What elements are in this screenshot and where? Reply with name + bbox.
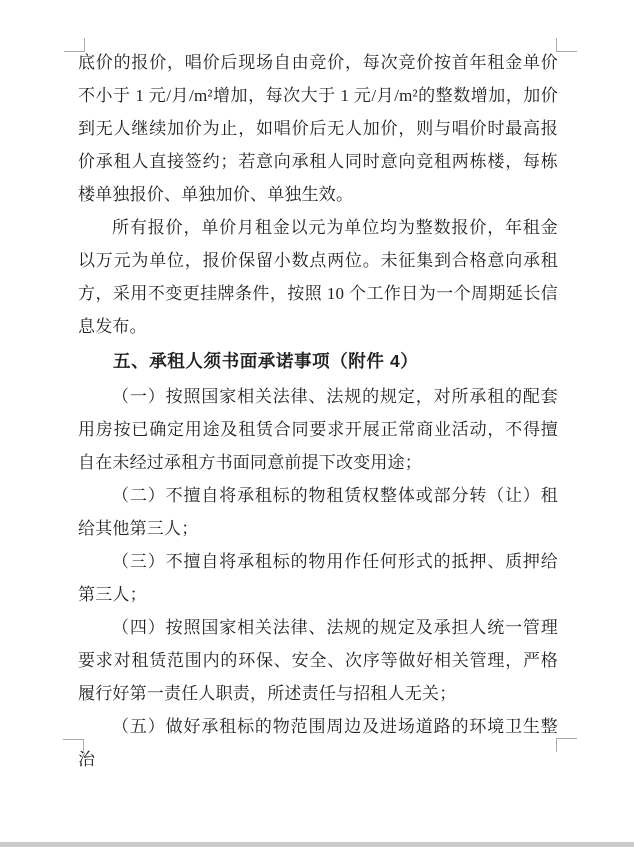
- crop-mark-bottom-right: [556, 738, 577, 752]
- document-text-area: [78, 46, 558, 776]
- section-heading-commitments: 五、承租人须书面承诺事项（附件 4）: [113, 351, 419, 371]
- paragraph-quote-units: 所有报价，单价月租金以元为单位均为整数报价，年租金以万元为单位，报价保留小数点两位。未征集到合格意向承租方，采用不变更挂牌条件，按照 10 个工作日为一个周期延长信息发布。: [78, 218, 558, 336]
- paragraph-item-5: （五）做好承租标的物范围周边及进场道路的环境卫生整治: [78, 717, 558, 769]
- paragraph-bidding-rules: 底价的报价，唱价后现场自由竞价，每次竞价按首年租金单价不小于 1 元/月/m²增加，每次大于 1 元/月/m²的整数增加，加价到无人继续加价为止，如唱价后无人加价，则与唱价时最高报价承租人直接签约；若意向承租人同时意向竞租两栋楼，每栋楼单独报价、单独加价、单独生效。: [78, 53, 558, 204]
- crop-mark-top-right: [556, 38, 577, 52]
- bottom-gray-bar: [0, 842, 634, 847]
- paragraph-item-4: （四）按照国家相关法律、法规的规定及承担人统一管理要求对租赁范围内的环保、安全、次序等做好相关管理，严格履行好第一责任人职责，所述责任与招租人无关；: [78, 618, 558, 703]
- paragraph-item-2: （二）不擅自将承租标的物租赁权整体或部分转（让）租给其他第三人；: [78, 486, 558, 538]
- paragraph-item-3: （三）不擅自将承租标的物用作任何形式的抵押、质押给第三人；: [78, 552, 558, 604]
- paragraph-item-1: （一）按照国家相关法律、法规的规定，对所承租的配套用房按已确定用途及租赁合同要求开展正常商业活动，不得擅自在未经过承租方书面同意前提下改变用途；: [78, 387, 558, 472]
